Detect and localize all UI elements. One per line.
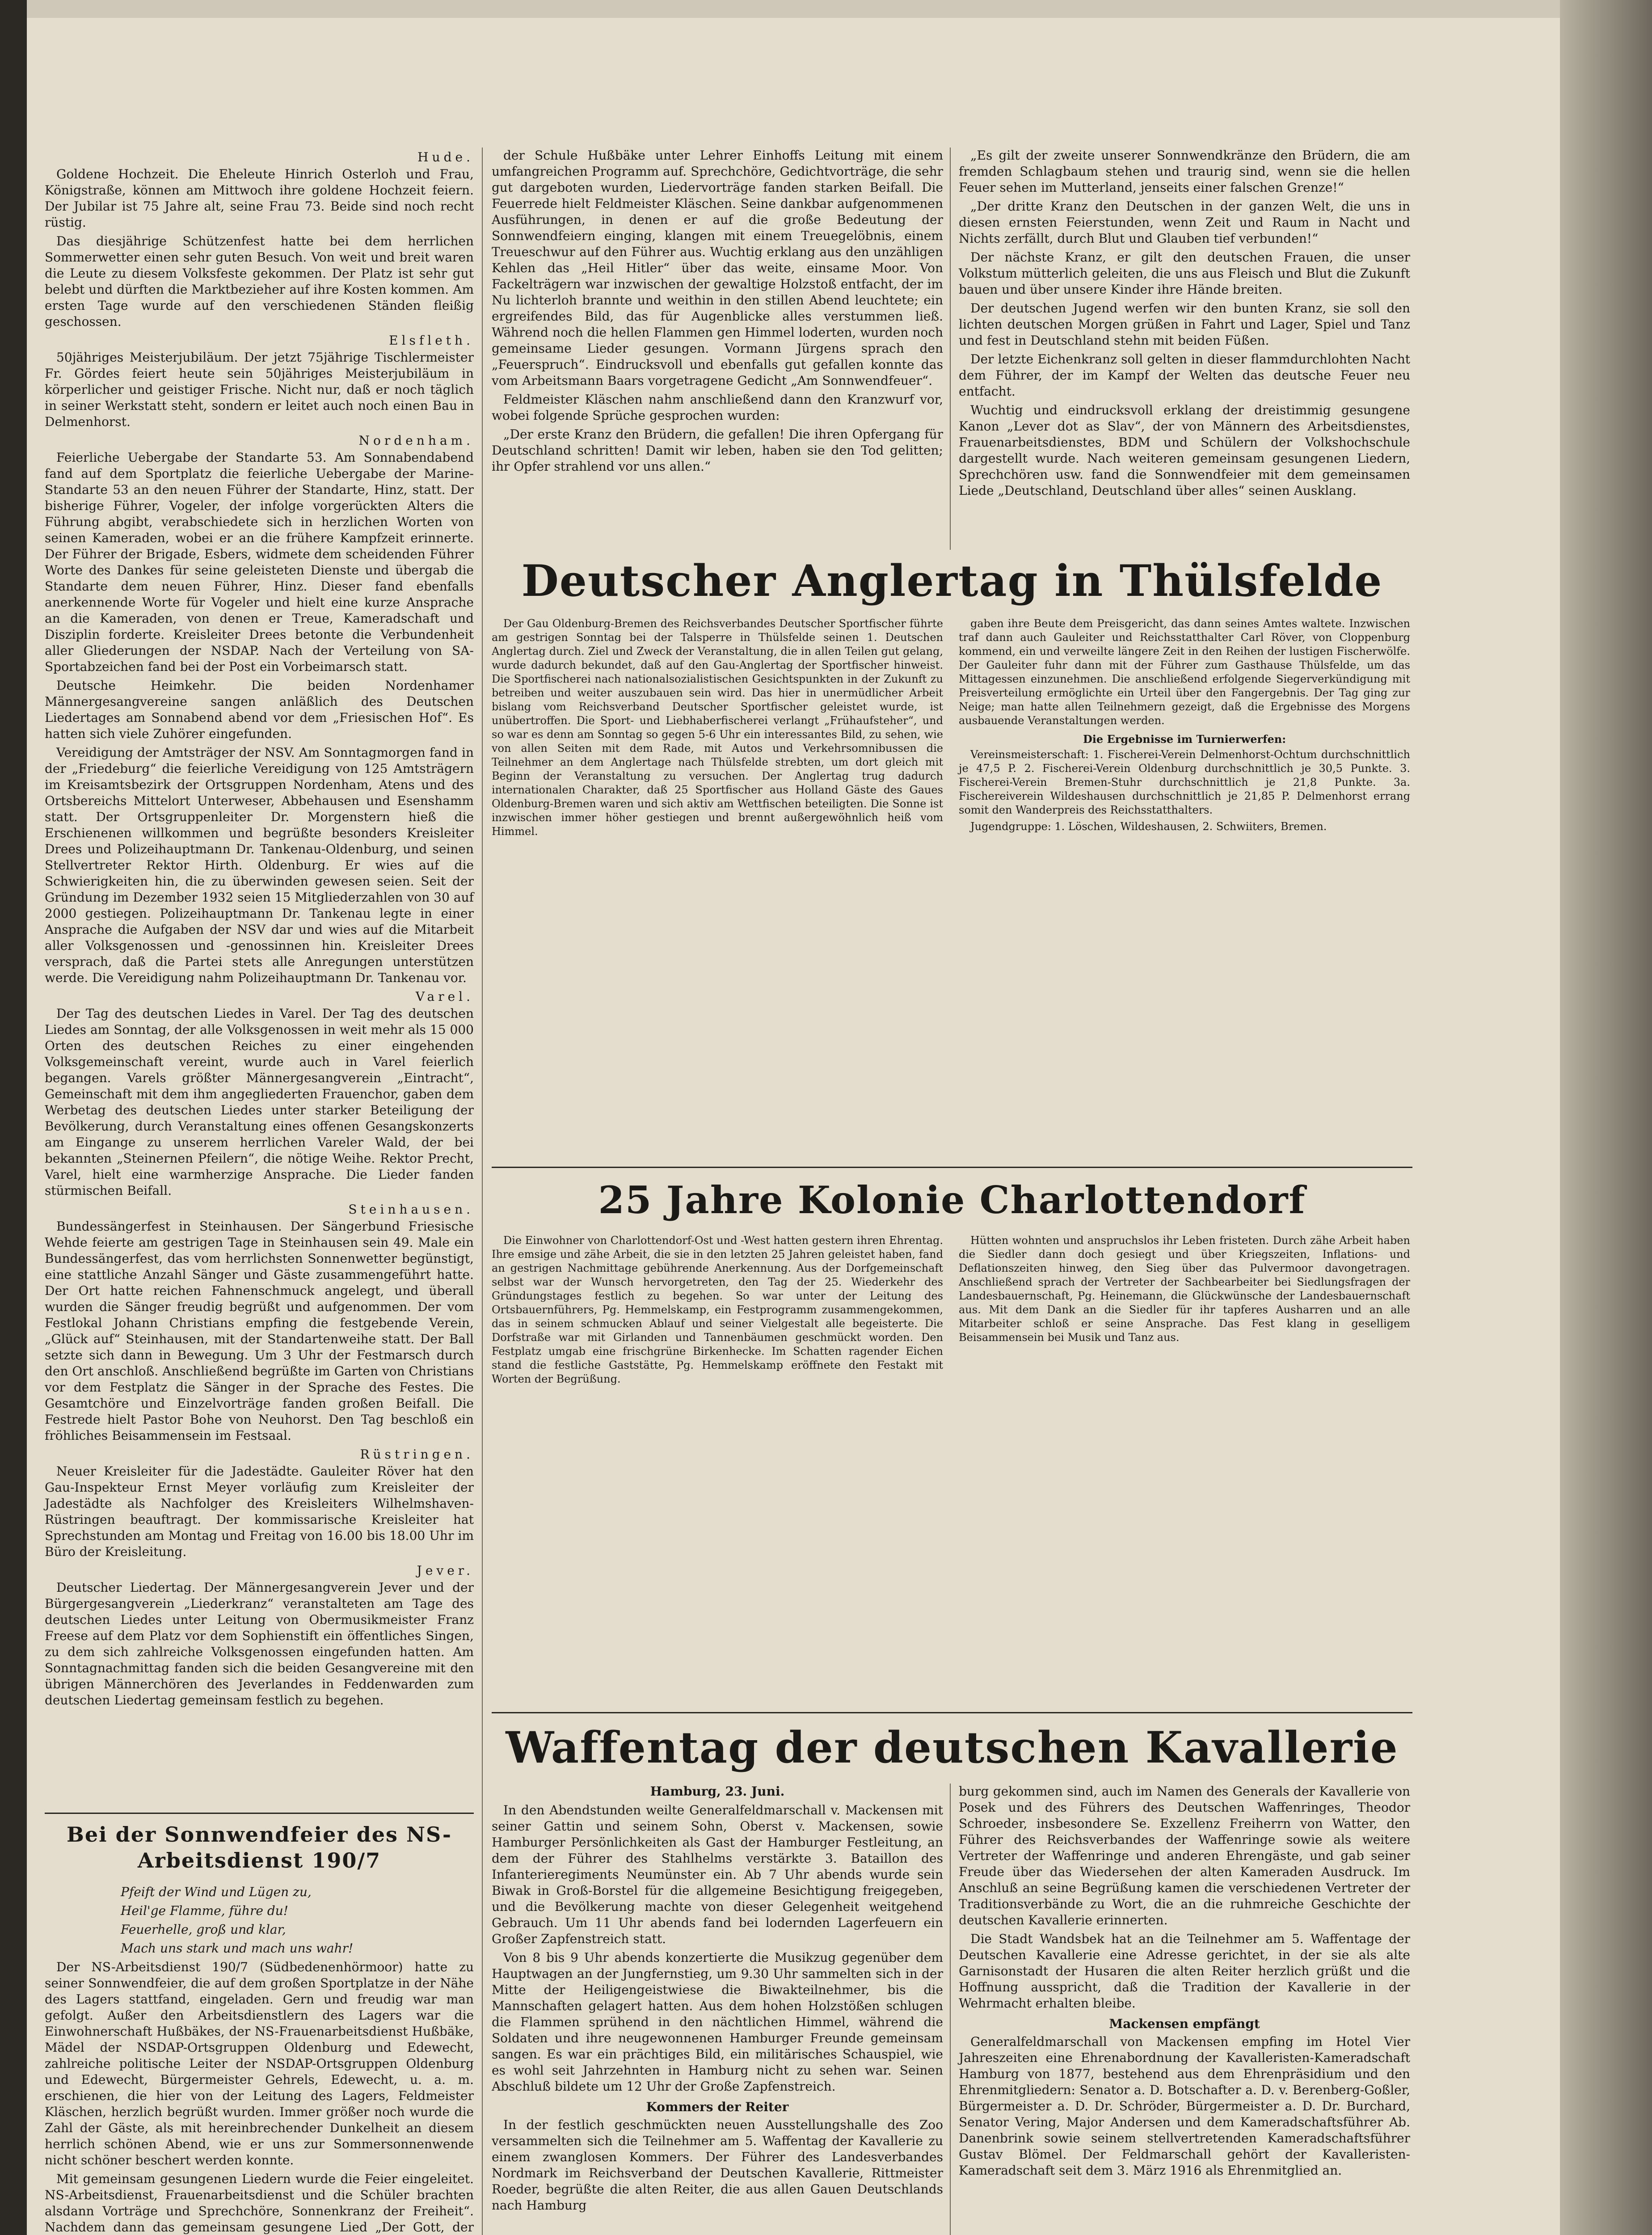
angler-results: Vereinsmeisterschaft: 1. Fischerei-Verein Delmenhorst-Ochtum durchschnittlich je 47,5 P. 2. Fischerei-Verein Oldenburg durchschnittlich je 30,5 Punkte. 3. Fischerei-Verein Bremen-Stuhr durchschnittlich je 21,8 Punkte. 3a. Fischereiverein Wildeshausen durchschnittlich je 21,85 P. Delmenhorst errang somit den Wanderpreis des Reichsstatthalters.	[959, 748, 1410, 816]
waffentag-paragraph-2: Von 8 bis 9 Uhr abends konzertierte die Musikzug gegenüber dem Hauptwagen an der Jungfernstieg, um 9.30 Uhr sammelten sich in der Mitte der Heiligengeistwiese die Biwakteilnehmer, bis die Mannschaften gelagert hatten. Aus dem hohen Holzstößen schlugen die Flammen sprühend in den nächtlichen Himmel, während die Soldaten und ihre neugewonnenen Hamburger Freunde gemeinsam sangen. Es war ein prächtiges Bild, ein militärisches Schauspiel, wie es wohl seit Jahrzehnten in Hamburg nicht zu sehen war. Seinen Abschluß bildete um 12 Uhr der Große Zapfenstreich.	[492, 1950, 943, 2094]
wreath-5: Der deutschen Jugend werfen wir den bunten Kranz, sie soll den lichten deutschen Morgen grüßen in Fahrt und Lager, Spiel und Tanz und fest in Deutschland stehn mit beiden Füßen.	[959, 301, 1410, 348]
article-jever: Deutscher Liedertag. Der Männergesangverein Jever und der Bürgergesangverein „Liederkranz“ veranstalteten am Tage des deutschen Liedes unter Leitung von Obermusikmeister Franz Freese auf dem Platz vor dem Sophienstift ein öffentliches Singen, zu dem sich zahlreiche Volksgenossen eingefunden hatten. Am Sonntagnachmittag fanden sich die beiden Gesangvereine mit den übrigen Männerchören des Jeverlandes in Feddenwarden zum deutschen Liedertag gemeinsam festlich zu begehen.	[45, 1580, 474, 1708]
article-ruestringen: Neuer Kreisleiter für die Jadestädte. Gauleiter Röver hat den Gau-Inspekteur Ernst Meyer vorläufig zum Kreisleiter der Jadestädte als Nachfolger des Kreisleiters Wilhelmshaven-Rüstringen beauftragt. Der kommissarische Kreisleiter hat Sprechstunden am Montag und Freitag von 16.00 bis 18.00 Uhr im Büro der Kreisleitung.	[45, 1464, 474, 1559]
angler-paragraph: Der Gau Oldenburg-Bremen des Reichsverbandes Deutscher Sportfischer führte am gestrigen Sonntag bei der Talsperre in Thülsfelde seinen 1. Deutschen Anglertag durch. Ziel und Zweck der Veranstaltung, die in allen Teilen gut gelang, wurde dadurch bekundet, daß auf den Gau-Anglertag der Sportfischer hinweist. Die Sportfischerei nach nationalsozialistischen Gesichtspunkten in der Zukunft zu betreiben und weiter auszubauen sein wird. Das hier in unermüdlicher Arbeit bislang vom Reichsverband Deutscher Sportfischer geleistet wurde, ist unübertroffen. Die Sport- und Liebhaberfischerei verlangt „Frühaufsteher“, und so war es denn am Sonntag so gegen 5-6 Uhr ein interessantes Bild, zu sehen, wie von allen Seiten mit dem Rade, mit Autos und Verkehrsomnibussen die Teilnehmer an dem Anglertage nach Thülsfelde strebten, um dort gleich mit Beginn der Veranstaltung zu versuchen. Der Anglertag trug dadurch internationalen Charakter, daß 25 Sportfischer aus Holland Gäste des Gaues Oldenburg-Bremen waren und sich aktiv am Wettfischen beteiligten. Die Sonne ist inzwischen immer höher gestiegen und brennt außergewöhnlich heiß vom Himmel.	[492, 617, 943, 838]
column-1	[45, 148, 474, 1711]
waffentag-paragraph-4: burg gekommen sind, auch im Namen des Generals der Kavallerie von Posek und des Führers des Deutschen Waffenringes, Theodor Schroeder, insbesondere Se. Exzellenz Freiherrn von Watter, den Führer des Reichsverbandes der Waffenringe sowie als weitere Vertreter der Waffenringe und anderen Ehrengäste, und gab seiner Freude über das Wiedersehen der alten Kameraden Ausdruck. Im Anschluß an seine Begrüßung kamen die verschiedenen Vertreter der Traditionsverbände zu Wort, die an die ruhmreiche Geschichte der deutschen Kavallerie erinnerten.	[959, 1784, 1410, 1927]
article-hude: Goldene Hochzeit. Die Eheleute Hinrich Osterloh und Frau, Königstraße, können am Mittwoch ihre goldene Hochzeit feiern. Der Jubilar ist 75 Jahre alt, seine Frau 73. Beide sind noch recht rüstig.	[45, 167, 474, 230]
mackensen-subheading: Mackensen empfängt	[1109, 2016, 1260, 2031]
waffentag-paragraph-6: Generalfeldmarschall von Mackensen empfing im Hotel Vier Jahreszeiten eine Ehrenabordnung der Kavalleristen-Kameradschaft Hamburg von 1877, bestehend aus dem Ehrenpräsidium und den Ehrenmitgliedern: Senator a. D. Botschafter a. D. v. Berenberg-Goßler, Bürgermeister a. D. Dr. Schröder, Bürgermeister a. D. Dr. Burchard, Senator Vering, Major Andersen und dem Kameradschaftsführer Ab. Danenbrink sowie seinem stellvertretenden Kameradschaftsführer Gustav Blömel. Der Feldmarschall gehört der Kavalleristen-Kameradschaft seit dem 3. März 1916 als Ehrenmitglied an.	[959, 2034, 1410, 2178]
charlottendorf-headline: 25 Jahre Kolonie Charlottendorf	[598, 1178, 1306, 1222]
sonnwend-paragraph-1: Der NS-Arbeitsdienst 190/7 (Südbedenenhörmoor) hatte zu seiner Sonnwendfeier, die auf dem großen Sportplatze in der Nähe des Lagers stattfand, eingeladen. Gern und freudig war man gefolgt. Außer den Arbeitsdienstlern des Lagers war die Einwohnerschaft Hußbäkes, der NS-Frauenarbeitsdienst Hußbäke, Mädel der NSDAP-Ortsgruppen Oldenburg und Edewecht, zahlreiche politische Leiter der NSDAP-Ortsgruppen Oldenburg und Edewecht, Bürgermeister Gehrels, Edewecht, u. a. m. erschienen, die hier von der Leitung des Lagers, Feldmeister Kläschen, herzlich begrüßt wurden. Immer größer noch wurde die Zahl der Gäste, als mit hereinbrechender Dunkelheit an diesem herrlich schönen Abend, wie er uns zur Sommersonnenwende nicht schöner beschert werden konnte.	[45, 1960, 474, 2168]
waffentag-paragraph-5: Die Stadt Wandsbek hat an die Teilnehmer am 5. Waffentage der Deutschen Kavallerie eine Adresse gerichtet, in der sie als alte Garnisonstadt der Husaren die alten Reiter herzlich grüßt und die Hoffnung ausspricht, daß die Tradition der Kavallerie in der Wehrmacht erhalten bleibe.	[959, 1931, 1410, 2011]
waffentag-paragraph-1: In den Abendstunden weilte Generalfeldmarschall v. Mackensen mit seiner Gattin und seinem Sohn, Oberst v. Mackensen, sowie Hamburger Persönlichkeiten als Gast der Hamburger Festleitung, an dem der Führer des Stahlhelms verstärkte 3. Bataillon des Infanterieregiments Neumünster ein. Ab 7 Uhr abends wurde sein Biwak in Groß-Borstel für die allgemeine Besichtigung freigegeben, und die Bevölkerung machte von dieser Gelegenheit weitgehend Gebrauch. Um 11 Uhr abends fand bei lodernden Lagerfeuern ein Großer Zapfenstreich statt.	[492, 1803, 943, 1946]
article-hude-2: Das diesjährige Schützenfest hatte bei dem herrlichen Sommerwetter einen sehr guten Besuch. Von weit und breit waren die Leute zu diesem Volksfeste gekommen. Der Platz ist sehr gut belebt und dürften die Marktbezieher auf ihre Kosten kommen. Am ersten Tage wurde auf den verschiedenen Ständen fleißig geschossen.	[45, 234, 474, 329]
angler-headline: Deutscher Anglertag in Thülsfelde	[521, 556, 1383, 606]
article-elsfleth: 50jähriges Meisterjubiläum. Der jetzt 75jährige Tischlermeister Fr. Gördes feiert heute sein 50jähriges Meisterjubiläum in körperlicher und geistiger Frische. Nicht nur, daß er noch täglich in seiner Werkstatt steht, sondern er leitet auch noch einen Bau in Delmenhorst.	[45, 350, 474, 429]
charlottendorf-paragraph: Die Einwohner von Charlottendorf-Ost und -West hatten gestern ihren Ehrentag. Ihre emsige und zähe Arbeit, die sie in den letzten 25 Jahren geleistet haben, fand an gestrigen Nachmittage gebührende Anerkennung. Aus der Dorfgemeinschaft selbst war der Wunsch hervorgetreten, den Tag der 25. Wiederkehr des Gründungstages festlich zu begehen. So war unter der Leitung des Ortsbauernführers, Pg. Hemmelskamp, ein Festprogramm zusammengekommen, das in seinem schmucken Ablauf und seiner Vielgestalt alle begeisterte. Die Dorfstraße war mit Girlanden und Tannenbäumen geschmückt worden. Den Festplatz umgab eine frischgrüne Birkenhecke. Im Schatten ragender Eichen stand die festliche Gaststätte, Pg. Hemmelskamp eröffnete den Festakt mit Worten der Begrüßung.	[492, 1234, 943, 1385]
column-divider	[950, 1784, 951, 2235]
separator-rule	[492, 1167, 1412, 1168]
angler-left	[492, 617, 943, 841]
location-hude: Hude.	[417, 150, 474, 164]
article-nordenham-3: Vereidigung der Amtsträger der NSV. Am Sonntagmorgen fand in der „Friedeburg“ die feierliche Vereidigung von 125 Amtsträgern im Kreisamtsbezirk der Ortsgruppen Nordenham, Atens und des Ortsbereichs Mittelort Unterweser, Abbehausen und Esenshamm statt. Der Ortsgruppenleiter Dr. Morgenstern hieß die Erschienenen willkommen und begrüßte besonders Kreisleiter Drees und Polizeihauptmann Dr. Tankenau-Oldenburg, und seinen Stellvertreter Rektor Hirth. Oldenburg. Er wies auf die Schwierigkeiten hin, die zu überwinden gewesen seien. Seit der Gründung im Dezember 1932 seien 15 Mitgliederzahlen von 30 auf 2000 gestiegen. Polizeihauptmann Dr. Tankenau legte in einer Ansprache die Aufgaben der NSV dar und wies auf die Mitarbeit aller Volksgenossen und -genossinnen hin. Kreisleiter Drees versprach, daß die Partei stets alle Anregungen unterstützen werde. Die Vereidigung nahm Polizeihauptmann Dr. Tankenau vor.	[45, 745, 474, 985]
column-divider	[950, 148, 951, 550]
sonnwend-continued-2: Feldmeister Kläschen nahm anschließend dann den Kranzwurf vor, wobei folgende Sprüche gesprochen wurden:	[492, 392, 943, 423]
charlottendorf-left	[492, 1234, 943, 1389]
waffentag-right	[959, 1784, 1410, 2181]
sonnwend-continued-3: „Der erste Kranz den Brüdern, die gefallen! Die ihren Opfergang für Deutschland schritten! Damit wir leben, haben sie den Tod gelitten; ihr Opfer strahlend vor uns allen.“	[492, 427, 943, 474]
wreath-2: „Es gilt der zweite unserer Sonnwendkränze den Brüdern, die am fremden Schlagbaum stehen und traurig sind, wenn sie die hellen Feuer sehen im Mutterland, jenseits einer falschen Grenze!“	[959, 148, 1410, 195]
location-steinhausen: Steinhausen.	[348, 1202, 474, 1217]
poem-line-1: Pfeift der Wind und Lügen zu,	[121, 1885, 312, 1899]
sonnwend-article	[45, 1884, 474, 2235]
angler-paragraph-2: gaben ihre Beute dem Preisgericht, das dann seines Amtes waltete. Inzwischen traf dann auch Gauleiter und Reichsstatthalter Carl Röver, von Cloppenburg kommend, ein und verweilte längere Zeit in den Reihen der lustigen Fischerwölfe. Der Gauleiter fuhr dann mit der Führer zum Gasthause Thülsfelde, um das Mittagessen einzunehmen. Die anschließend erfolgende Siegerverkündigung mit Preisverteilung ermöglichte ein Urteil über den Fangergebnis. Der Tag ging zur Neige; man hatte allen Teilnehmern gezeigt, daß die Ergebnisse des Morgens ausbauende Veranstaltungen werden.	[959, 617, 1410, 727]
charlottendorf-right	[959, 1234, 1410, 1347]
wreath-4: Der nächste Kranz, er gilt den deutschen Frauen, die unser Volkstum mütterlich geleiten, die uns aus Fleisch und Blut die Zukunft bauen und über unsere Kinder ihre Hände breiten.	[959, 250, 1410, 297]
angler-results-2: Jugendgruppe: 1. Löschen, Wildeshausen, 2. Schwiiters, Bremen.	[970, 820, 1327, 833]
wreath-3: „Der dritte Kranz den Deutschen in der ganzen Welt, die uns in diesen ernsten Feierstunden, wenn Zeit und Raum in Nacht und Nichts zerfällt, durch Blut und Glauben tief verbunden!“	[959, 199, 1410, 246]
separator-rule	[45, 1813, 474, 1814]
angler-results-heading: Die Ergebnisse im Turnierwerfen:	[1083, 733, 1286, 746]
separator-rule	[492, 1712, 1412, 1713]
column-divider	[482, 148, 483, 2235]
waffentag-paragraph-3: In der festlich geschmückten neuen Ausstellungshalle des Zoo versammelten sich die Teilnehmer am 5. Waffentag der Kavallerie zu einem zwanglosen Kommers. Der Führer des Landesverbandes Nordmark im Reichsverband der Deutschen Kavallerie, Rittmeister Roeder, begrüßte die alten Reiter, die aus allen Gauen Deutschlands nach Hamburg	[492, 2117, 943, 2213]
waffentag-left	[492, 1784, 943, 2216]
waffentag-dateline: Hamburg, 23. Juni.	[650, 1784, 785, 1799]
sonnwend-continued-1: der Schule Hußbäke unter Lehrer Einhoffs Leitung mit einem umfangreichen Programm auf. Sprechchöre, Gedichtvorträge, die sehr gut dargeboten wurden, Liedervorträge fanden starken Beifall. Die Feuerrede hielt Feldmeister Kläschen. Seine dankbar aufgenommenen Ausführungen, in denen er auf die große Bedeutung der Sonnwendfeiern einging, klangen mit einem Treuegelöbnis, einem Treueschwur auf den Führer aus. Wuchtig erklang aus den unzähligen Kehlen das „Heil Hitler“ über das weite, einsame Moor. Von Fackelträgern war inzwischen der gewaltige Holzstoß entfacht, der im Nu lichterloh brannte und weithin in den stillen Abend leuchtete; ein ergreifendes Bild, das für Augenblicke alles verstummen ließ. Während noch die hellen Flammen gen Himmel loderten, wurden noch gemeinsame Lieder gesungen. Vormann Jürgens sprach den „Feuerspruch“. Eindrucksvoll und ebenfalls gut gefallen konnte das vom Arbeitsmann Baars vorgetragene Gedicht „Am Sonnwendfeuer“.	[492, 148, 943, 388]
location-elsfleth: Elsfleth.	[389, 333, 474, 348]
sonnwend-closing: Wuchtig und eindrucksvoll erklang der dreistimmig gesungene Kanon „Lever dot as Slav“, der von Männern des Arbeitsdienstes, Frauenarbeitsdienstes, BDM und Schülern der Volkshochschule dargestellt wurde. Nach weiteren gemeinsam gesungenen Liedern, Sprechchören usw. fand die Sonnwendfeier mit dem gemeinsamen Liede „Deutschland, Deutschland über alles“ seinen Ausklang.	[959, 403, 1410, 498]
waffentag-headline: Waffentag der deutschen Kavallerie	[506, 1722, 1399, 1773]
article-varel: Der Tag des deutschen Liedes in Varel. Der Tag des deutschen Liedes am Sonntag, der alle Volksgenossen in weit mehr als 15 000 Orten des deutschen Reiches zu einer eingehenden Volksgemeinschaft vereint, wurde auch in Varel feierlich begangen. Varels größter Männergesangverein „Eintracht“, Gemeinschaft mit dem ihm angegliederten Frauenchor, gaben dem Werbetag des deutschen Liedes unter starker Beteiligung der Bevölkerung, durch Veranstaltung eines offenen Gesangskonzerts am Eingange zu unserem herrlichen Vareler Wald, der bei bekannten „Steinernen Pfeilern“, die nötige Weihe. Rektor Precht, Varel, hielt eine warmherzige Ansprache. Die Lieder fanden stürmischen Beifall.	[45, 1006, 474, 1198]
binding-gutter	[0, 0, 27, 2235]
sonnwend-paragraph-2: Mit gemeinsam gesungenen Liedern wurde die Feier eingeleitet. NS-Arbeitsdienst, Frauenarbeitsdienst und die Schüler brachten alsdann Vorträge und Sprechchöre, Sonnenkranz der Freiheit“. Nachdem dann das gemeinsam gesungene Lied „Der Gott, der	[45, 2172, 474, 2235]
location-nordenham: Nordenham.	[358, 433, 474, 448]
article-steinhausen: Bundessängerfest in Steinhausen. Der Sängerbund Friesische Wehde feierte am gestrigen Tage in Steinhausen sein 49. Male ein Bundessängerfest, das vom herrlichsten Sonnenwetter begünstigt, eine stattliche Anzahl Sänger und Gäste zusammengeführt hatte. Der Ort hatte reichen Fahnenschmuck angelegt, und überall wurden die Sänger freudig begrüßt und aufgenommen. Der vom Festlokal Johann Christians empfing die festgebende Verein, „Glück auf“ Steinhausen, mit der Standartenweihe statt. Der Ball setzte sich dann in Bewegung. Um 3 Uhr der Festmarsch durch den Ort anschloß. Anschließend begrüßte im Garten von Christians vor dem Festplatz die Sänger in der Sprache des Festes. Die Gesamtchöre und Einzelvorträge fanden großen Beifall. Die Festrede hielt Pastor Bohe von Neuhorst. Den Tag beschloß ein fröhliches Beisammensein im Festsaal.	[45, 1219, 474, 1443]
article-nordenham: Feierliche Uebergabe der Standarte 53. Am Sonnabendabend fand auf dem Sportplatz die feierliche Uebergabe der Marine-Standarte 53 an den neuen Führer der Standarte, Hinz, statt. Der bisherige Führer, Vogeler, der infolge vorgerückten Alters die Führung abgibt, verabschiedete sich in herzlichen Worten von seinen Kameraden, wobei er an die frühere Kampfzeit erinnerte. Der Führer der Brigade, Esbers, widmete dem scheidenden Führer Worte des Dankes für seine geleisteten Dienste und übergab die Standarte dem neuen Führer, Hinz. Dieser fand ebenfalls anerkennende Worte für Vogeler und hielt eine kurze Ansprache an die Kameraden, von denen er Treue, Kameradschaft und Disziplin forderte. Kreisleiter Drees betonte die Verbundenheit aller Gliederungen der NSDAP. Nach der Verteilung von SA-Sportabzeichen fand bei der Post ein Vorbeimarsch statt.	[45, 450, 474, 674]
poem-line-3: Feuerhelle, groß und klar,	[121, 1922, 286, 1937]
poem-line-4: Mach uns stark und mach uns wahr!	[121, 1941, 354, 1956]
wreath-6: Der letzte Eichenkranz soll gelten in dieser flammdurchlohten Nacht dem Führer, der im Kampf der Welten das deutsche Feuer neu entfacht.	[959, 352, 1410, 399]
poem-line-2: Heil'ge Flamme, führe du!	[121, 1903, 289, 1918]
page-edge	[1560, 0, 1652, 2235]
charlottendorf-paragraph-2: Hütten wohnten und anspruchslos ihr Leben fristeten. Durch zähe Arbeit haben die Siedler dann doch gesiegt und über Kriegszeiten, Inflations- und Deflationszeiten hinweg, den Sieg über das Pulvermoor davongetragen. Anschließend sprach der Vertreter der Sachbearbeiter bei Siedlungsfragen der Landesbauernschaft, Pg. Heinemann, die Glückwünsche der Landesbauernschaft aus. Mit dem Dank an die Siedler für ihr tapferes Ausharren und an alle Mitarbeiter schloß er seine Ansprache. Das Fest klang in geselligem Beisammensein bei Musik und Tanz aus.	[959, 1234, 1410, 1344]
angler-right	[959, 617, 1410, 836]
location-jever: Jever.	[417, 1563, 474, 1578]
location-varel: Varel.	[415, 989, 474, 1004]
sonnwend-headline: Bei der Sonnwendfeier des NS-Arbeitsdienst 190/7	[66, 1822, 452, 1872]
column-2	[492, 148, 943, 477]
location-ruestringen: Rüstringen.	[360, 1447, 474, 1462]
column-3	[959, 148, 1410, 502]
kommers-subheading: Kommers der Reiter	[646, 2100, 789, 2114]
article-nordenham-2: Deutsche Heimkehr. Die beiden Nordenhamer Männergesangvereine sangen anläßlich des Deutschen Liedertages am Sonnabend abend vor dem „Friesischen Hof“. Es hatten sich viele Zuhörer eingefunden.	[45, 678, 474, 741]
